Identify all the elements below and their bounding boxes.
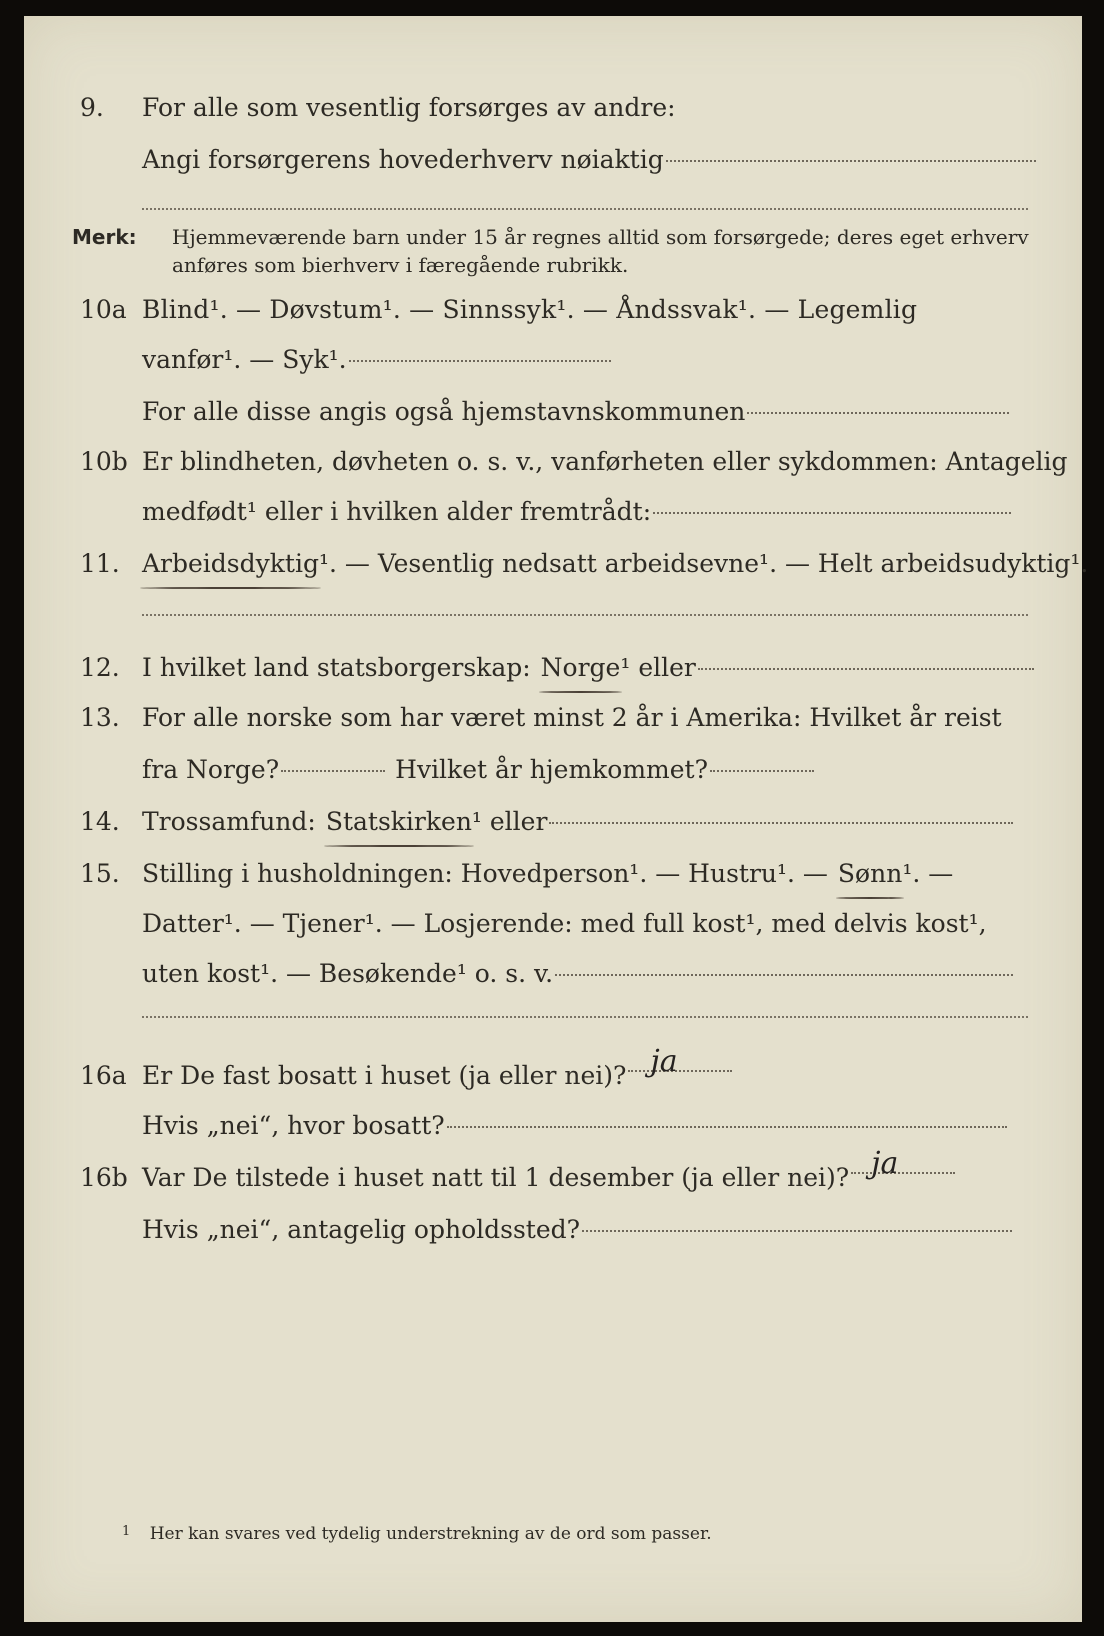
question-text: Datter¹. — Tjener¹. — Losjerende: med full kost¹, med delvis kost¹,	[142, 909, 987, 938]
question-text: Var De tilstede i huset natt til 1 desember (ja eller nei)?	[142, 1163, 850, 1192]
answer-line[interactable]	[142, 1016, 1028, 1018]
option-underlined-arbeidsdyktig[interactable]: Arbeidsdyktig	[142, 544, 319, 584]
answer-line[interactable]	[582, 1230, 1012, 1232]
answer-line[interactable]	[281, 770, 385, 772]
question-text: Er De fast bosatt i huset (ja eller nei)?	[142, 1061, 627, 1090]
question-number: 16b	[80, 1163, 128, 1192]
question-number: 12.	[80, 653, 120, 682]
question-text: For alle disse angis også hjemstavnskommunen	[142, 397, 746, 426]
question-text: Hvilket år hjemkommet?	[395, 755, 709, 784]
question-number: 15.	[80, 859, 120, 888]
answer-line[interactable]	[447, 1126, 1007, 1128]
question-text: fra Norge?	[142, 755, 280, 784]
question-text: Angi forsørgerens hovederhverv nøiaktig	[142, 145, 664, 174]
question-text: Trossamfund:	[142, 807, 316, 836]
question-text: ¹ eller	[471, 807, 548, 836]
question-text: medfødt¹ eller i hvilken alder fremtrådt:	[142, 497, 652, 526]
question-text: For alle som vesentlig forsørges av andre:	[142, 93, 676, 122]
question-number: 9.	[80, 93, 104, 122]
answer-line[interactable]	[555, 974, 1013, 976]
question-number: 11.	[80, 549, 120, 578]
question-text: vanfør¹. — Syk¹.	[142, 345, 347, 374]
answer-line[interactable]	[653, 512, 1011, 514]
question-text: uten kost¹. — Besøkende¹ o. s. v.	[142, 959, 554, 988]
answer-line[interactable]	[549, 822, 1013, 824]
answer-line[interactable]	[851, 1172, 955, 1174]
answer-line[interactable]	[628, 1070, 732, 1072]
answer-line[interactable]	[349, 360, 611, 362]
footnote	[122, 1524, 712, 1544]
question-text: Hvis „nei“, antagelig opholdssted?	[142, 1215, 581, 1244]
answer-line[interactable]	[142, 208, 1028, 210]
answer-line[interactable]	[747, 412, 1009, 414]
answer-line[interactable]	[142, 614, 1028, 616]
answer-line[interactable]	[698, 668, 1034, 670]
merk-label: Merk:	[72, 225, 137, 249]
option-underlined-statskirken[interactable]: Statskirken	[326, 802, 472, 842]
question-number: 14.	[80, 807, 120, 836]
census-form-page	[24, 16, 1089, 1622]
handwritten-answer: ja	[650, 1044, 678, 1079]
question-number: 13.	[80, 703, 120, 732]
merk-text-1: Hjemmeværende barn under 15 år regnes alltid som forsørgede; deres eget erhverv	[172, 225, 1029, 249]
question-text: I hvilket land statsborgerskap:	[142, 653, 531, 682]
question-text: ¹. — Vesentlig nedsatt arbeidsevne¹. — Helt arbeidsudyktig¹.	[318, 549, 1089, 578]
question-text: Hvis „nei“, hvor bosatt?	[142, 1111, 445, 1140]
merk-text-2: anføres som bierhverv i færegående rubrikk.	[172, 253, 629, 277]
question-number: 16a	[80, 1061, 127, 1090]
answer-line[interactable]	[710, 770, 814, 772]
answer-line[interactable]	[666, 160, 1036, 162]
question-text: ¹ eller	[620, 653, 696, 682]
question-text: Stilling i husholdningen: Hovedperson¹. — Hustru¹. —	[142, 859, 828, 888]
question-text: Er blindheten, døvheten o. s. v., vanførheten eller sykdommen: Antagelig	[142, 447, 1068, 476]
handwritten-answer: ja	[871, 1146, 899, 1181]
footnote-mark: 1	[122, 1524, 131, 1539]
question-number: 10b	[80, 447, 128, 476]
question-text: For alle norske som har været minst 2 år i Amerika: Hvilket år reist	[142, 703, 1002, 732]
option-underlined-norge[interactable]: Norge	[541, 648, 621, 688]
question-text: ¹. —	[902, 859, 954, 888]
option-underlined-sonn[interactable]: Sønn	[838, 854, 902, 894]
question-number: 10a	[80, 295, 127, 324]
question-text: Blind¹. — Døvstum¹. — Sinnssyk¹. — Åndssvak¹. — Legemlig	[142, 295, 918, 324]
footnote-text: Her kan svares ved tydelig understrekning av de ord som passer.	[149, 1524, 712, 1544]
